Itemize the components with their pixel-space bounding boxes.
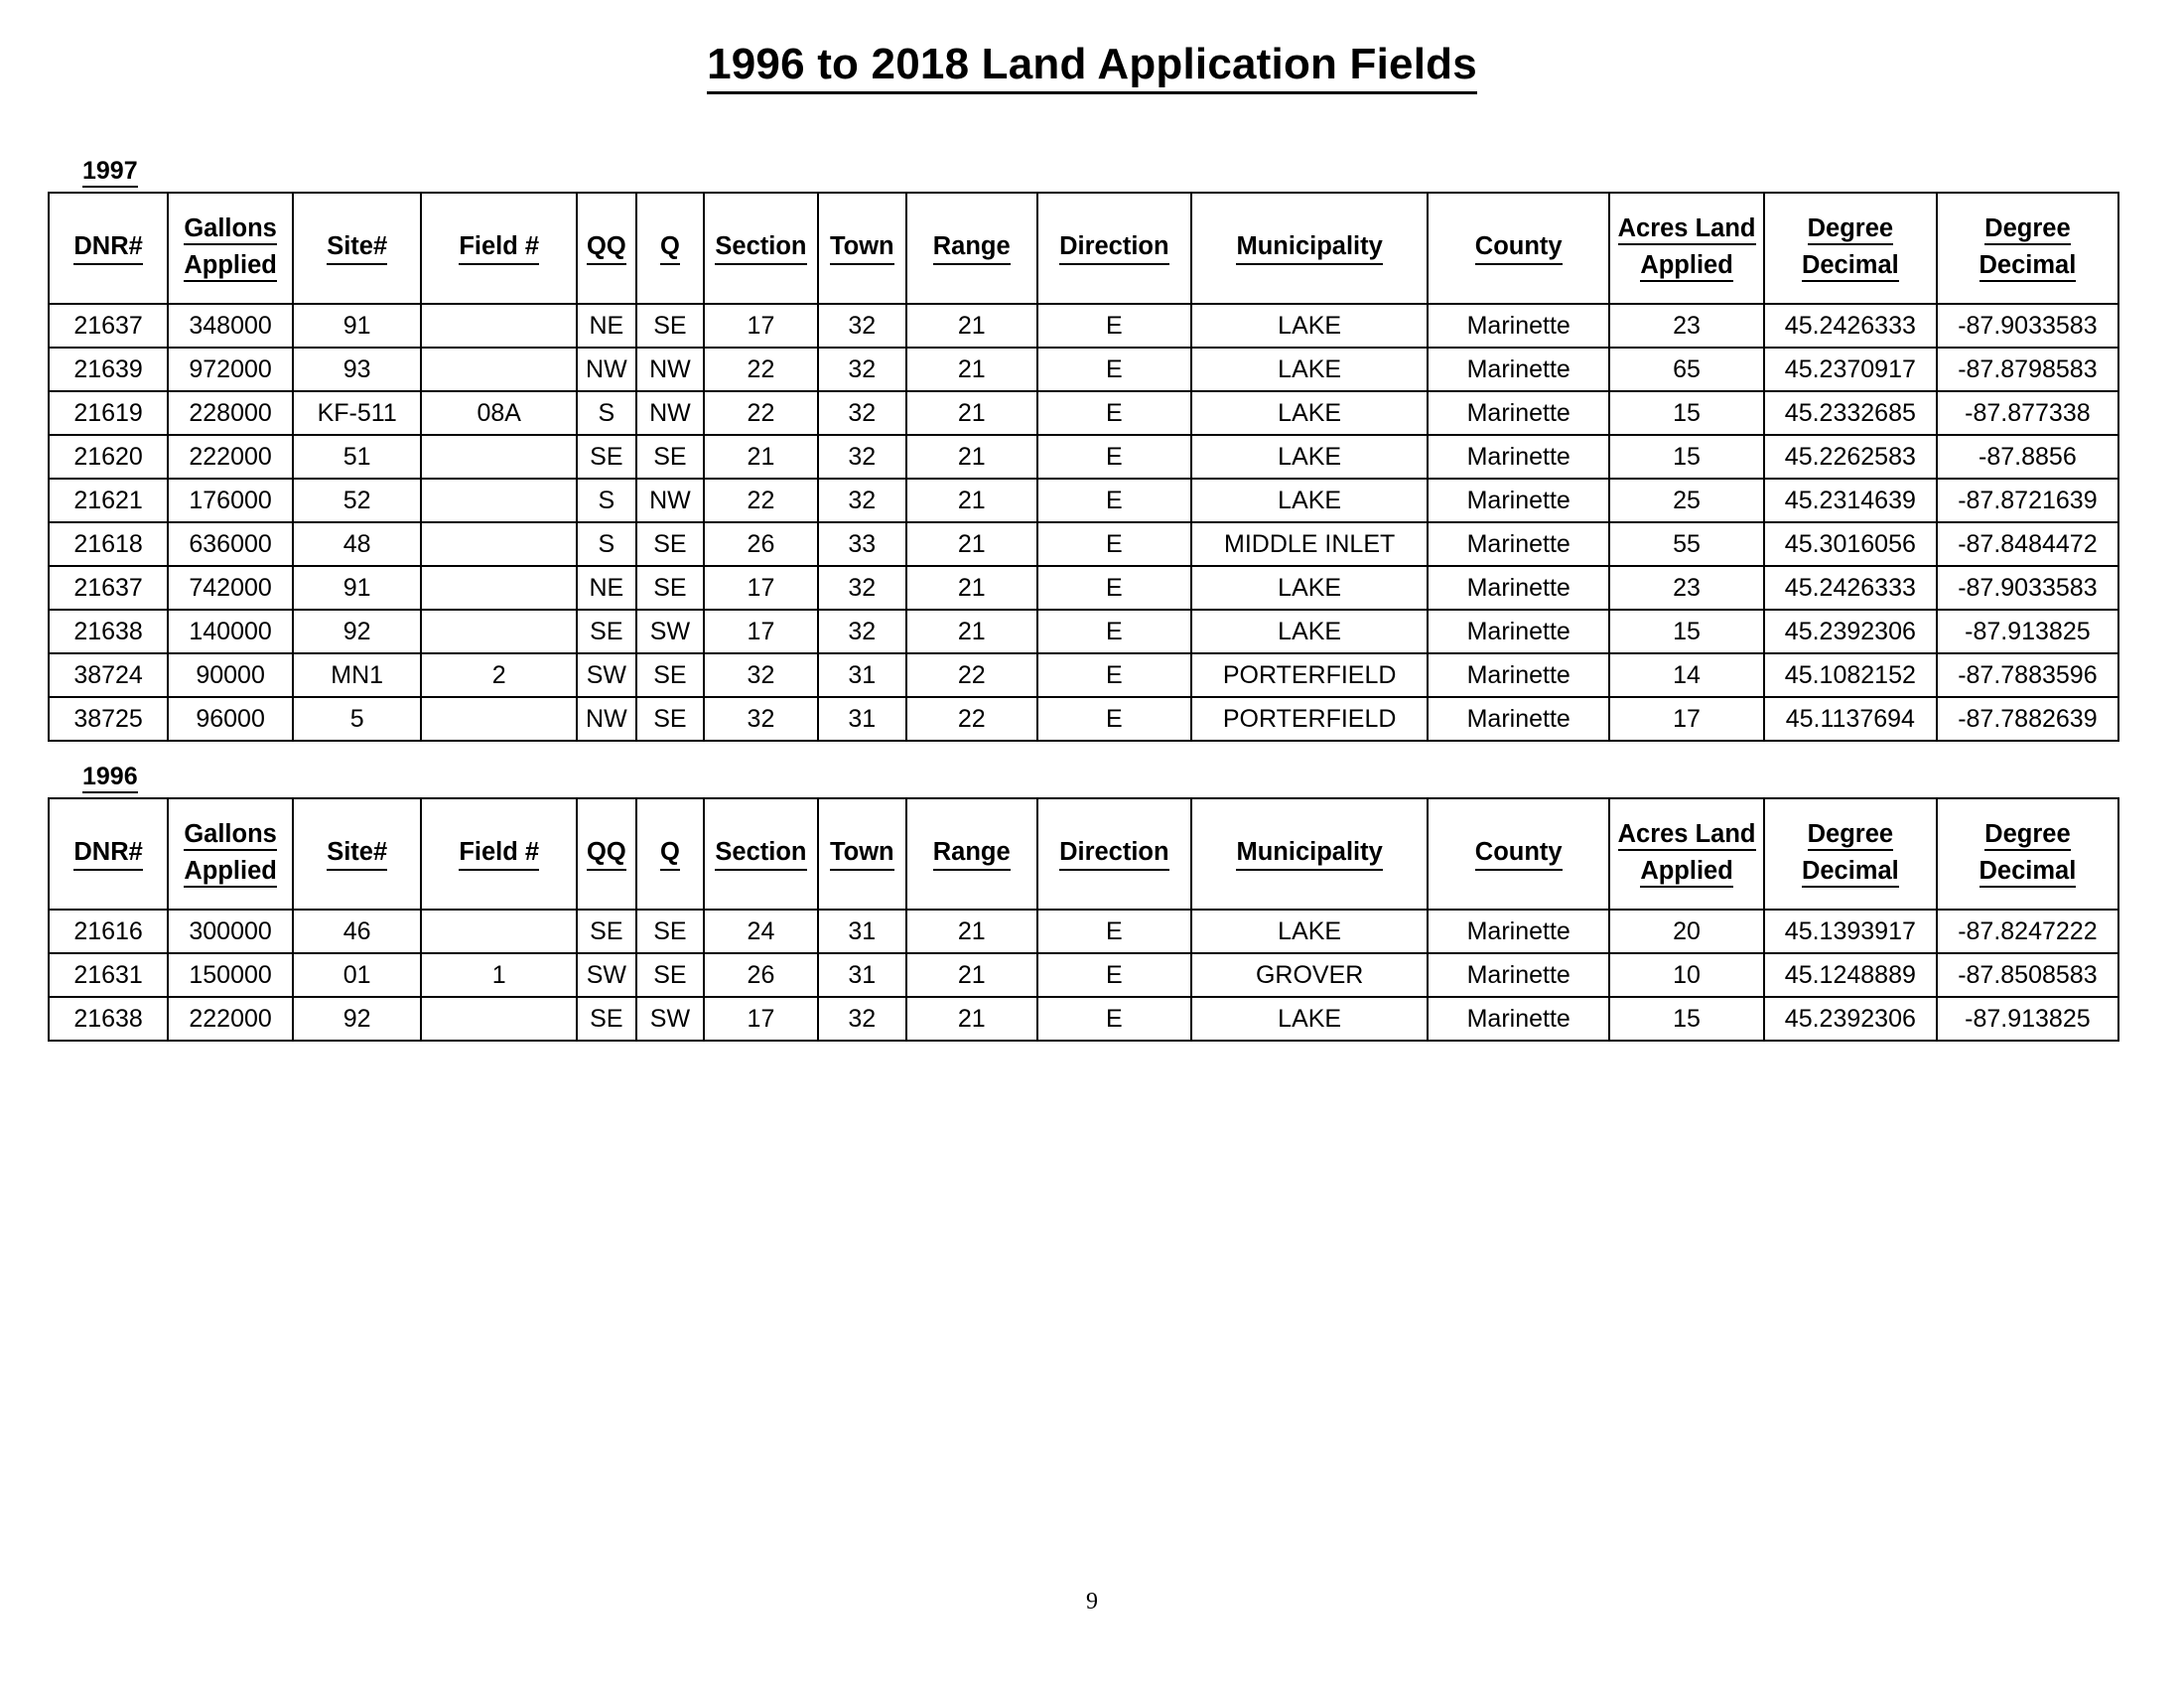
cell-q: SW: [636, 997, 705, 1041]
cell-town: 32: [818, 566, 906, 610]
cell-gallons: 300000: [168, 910, 293, 953]
cell-section: 26: [704, 522, 817, 566]
cell-acres: 55: [1609, 522, 1764, 566]
col-header-direction-label: Direction: [1059, 231, 1169, 266]
cell-field: [421, 348, 577, 391]
land-application-table-1996: [48, 797, 2119, 1042]
cell-dnr: 21621: [49, 479, 168, 522]
cell-site: 48: [293, 522, 421, 566]
cell-county: Marinette: [1428, 953, 1609, 997]
year-label-1996: [82, 763, 138, 791]
cell-dnr: 21618: [49, 522, 168, 566]
cell-lon: -87.8484472: [1937, 522, 2118, 566]
cell-town: 32: [818, 304, 906, 348]
cell-direction: E: [1037, 697, 1192, 741]
cell-site: KF-511: [293, 391, 421, 435]
col-header-town-label: Town: [830, 837, 894, 872]
cell-site: 5: [293, 697, 421, 741]
cell-direction: E: [1037, 566, 1192, 610]
cell-county: Marinette: [1428, 997, 1609, 1041]
cell-qq: SE: [577, 910, 636, 953]
cell-municipality: LAKE: [1191, 910, 1428, 953]
cell-field: [421, 522, 577, 566]
cell-qq: SW: [577, 653, 636, 697]
cell-municipality: LAKE: [1191, 997, 1428, 1041]
land-application-table-1997: [48, 192, 2119, 742]
cell-county: Marinette: [1428, 391, 1609, 435]
cell-lat: 45.2370917: [1764, 348, 1937, 391]
cell-lon: -87.913825: [1937, 610, 2118, 653]
table-row: [49, 348, 2118, 391]
col-header-qq: [577, 798, 636, 910]
cell-acres: 25: [1609, 479, 1764, 522]
cell-dnr: 38724: [49, 653, 168, 697]
cell-site: 92: [293, 997, 421, 1041]
year-label-1996-text: 1996: [82, 763, 138, 793]
col-header-site-label: Site#: [327, 837, 387, 872]
cell-direction: E: [1037, 435, 1192, 479]
cell-county: Marinette: [1428, 348, 1609, 391]
col-header-lat-line1: Degree: [1808, 214, 1893, 245]
cell-field: 1: [421, 953, 577, 997]
col-header-q-label: Q: [660, 231, 680, 266]
col-header-lon-line2: Decimal: [1979, 857, 2077, 888]
cell-q: NW: [636, 391, 705, 435]
cell-range: 21: [906, 391, 1037, 435]
col-header-municipality-label: Municipality: [1236, 231, 1382, 266]
col-header-gallons-applied: [168, 193, 293, 304]
col-header-latitude-degree-decimal: [1764, 798, 1937, 910]
cell-field: [421, 435, 577, 479]
cell-site: 01: [293, 953, 421, 997]
cell-direction: E: [1037, 391, 1192, 435]
cell-qq: SW: [577, 953, 636, 997]
cell-dnr: 21620: [49, 435, 168, 479]
cell-county: Marinette: [1428, 435, 1609, 479]
col-header-qq-label: QQ: [587, 837, 626, 872]
cell-gallons: 742000: [168, 566, 293, 610]
cell-direction: E: [1037, 953, 1192, 997]
cell-lat: 45.2262583: [1764, 435, 1937, 479]
cell-site: 92: [293, 610, 421, 653]
page-number: 9: [1086, 1589, 1098, 1615]
cell-range: 21: [906, 910, 1037, 953]
col-header-gallons-line2: Applied: [184, 857, 277, 888]
cell-q: SE: [636, 653, 705, 697]
cell-dnr: 21631: [49, 953, 168, 997]
table-row: [49, 522, 2118, 566]
cell-county: Marinette: [1428, 610, 1609, 653]
cell-acres: 17: [1609, 697, 1764, 741]
cell-section: 26: [704, 953, 817, 997]
cell-acres: 10: [1609, 953, 1764, 997]
col-header-county: [1428, 798, 1609, 910]
col-header-field-label: Field #: [459, 231, 539, 266]
col-header-town: [818, 798, 906, 910]
cell-acres: 15: [1609, 610, 1764, 653]
cell-section: 17: [704, 997, 817, 1041]
cell-qq: S: [577, 391, 636, 435]
cell-q: SE: [636, 566, 705, 610]
cell-town: 31: [818, 697, 906, 741]
cell-direction: E: [1037, 348, 1192, 391]
cell-lat: 45.2392306: [1764, 610, 1937, 653]
cell-dnr: 21638: [49, 997, 168, 1041]
cell-lat: 45.2426333: [1764, 304, 1937, 348]
col-header-gallons-line2: Applied: [184, 251, 277, 282]
cell-qq: SE: [577, 435, 636, 479]
cell-site: 91: [293, 304, 421, 348]
cell-q: SE: [636, 522, 705, 566]
col-header-range: [906, 193, 1037, 304]
cell-range: 21: [906, 304, 1037, 348]
cell-lon: -87.8721639: [1937, 479, 2118, 522]
cell-qq: NE: [577, 304, 636, 348]
cell-q: SE: [636, 435, 705, 479]
cell-lon: -87.877338: [1937, 391, 2118, 435]
cell-lat: 45.2392306: [1764, 997, 1937, 1041]
cell-gallons: 176000: [168, 479, 293, 522]
col-header-range-label: Range: [933, 837, 1011, 872]
col-header-longitude-degree-decimal: [1937, 193, 2118, 304]
year-label-1997-text: 1997: [82, 157, 138, 188]
cell-county: Marinette: [1428, 304, 1609, 348]
cell-site: 93: [293, 348, 421, 391]
col-header-town-label: Town: [830, 231, 894, 266]
cell-qq: S: [577, 479, 636, 522]
cell-municipality: LAKE: [1191, 566, 1428, 610]
cell-field: 2: [421, 653, 577, 697]
cell-section: 32: [704, 653, 817, 697]
cell-lat: 45.1248889: [1764, 953, 1937, 997]
col-header-lon-line1: Degree: [1984, 820, 2070, 851]
cell-section: 17: [704, 566, 817, 610]
cell-lat: 45.2426333: [1764, 566, 1937, 610]
cell-town: 31: [818, 653, 906, 697]
col-header-lat-line2: Decimal: [1802, 251, 1899, 282]
col-header-acres-line2: Applied: [1640, 251, 1733, 282]
cell-acres: 23: [1609, 304, 1764, 348]
cell-gallons: 222000: [168, 997, 293, 1041]
col-header-section: [704, 193, 817, 304]
cell-lat: 45.2332685: [1764, 391, 1937, 435]
cell-town: 33: [818, 522, 906, 566]
cell-acres: 23: [1609, 566, 1764, 610]
cell-field: [421, 610, 577, 653]
col-header-town: [818, 193, 906, 304]
table-row: [49, 953, 2118, 997]
cell-municipality: LAKE: [1191, 348, 1428, 391]
cell-municipality: PORTERFIELD: [1191, 653, 1428, 697]
cell-acres: 15: [1609, 391, 1764, 435]
col-header-lon-line2: Decimal: [1979, 251, 2077, 282]
cell-municipality: MIDDLE INLET: [1191, 522, 1428, 566]
cell-q: SE: [636, 304, 705, 348]
cell-range: 21: [906, 479, 1037, 522]
cell-dnr: 21616: [49, 910, 168, 953]
table-row: [49, 566, 2118, 610]
cell-acres: 65: [1609, 348, 1764, 391]
cell-direction: E: [1037, 522, 1192, 566]
col-header-acres-line1: Acres Land: [1618, 214, 1756, 245]
table-row: [49, 304, 2118, 348]
cell-section: 32: [704, 697, 817, 741]
cell-lon: -87.7883596: [1937, 653, 2118, 697]
cell-town: 31: [818, 910, 906, 953]
cell-field: [421, 997, 577, 1041]
col-header-longitude-degree-decimal: [1937, 798, 2118, 910]
cell-gallons: 348000: [168, 304, 293, 348]
col-header-gallons-line1: Gallons: [184, 820, 277, 851]
col-header-field: [421, 798, 577, 910]
table-body-1997: [49, 304, 2118, 741]
table-row: [49, 435, 2118, 479]
col-header-dnr-label: DNR#: [73, 231, 142, 266]
col-header-latitude-degree-decimal: [1764, 193, 1937, 304]
cell-lat: 45.1082152: [1764, 653, 1937, 697]
cell-acres: 15: [1609, 997, 1764, 1041]
col-header-lat-line2: Decimal: [1802, 857, 1899, 888]
cell-section: 24: [704, 910, 817, 953]
col-header-acres-line1: Acres Land: [1618, 820, 1756, 851]
table-row: [49, 997, 2118, 1041]
col-header-section: [704, 798, 817, 910]
cell-lon: -87.9033583: [1937, 566, 2118, 610]
col-header-dnr: [49, 798, 168, 910]
table-header-1996: [49, 798, 2118, 910]
cell-lon: -87.7882639: [1937, 697, 2118, 741]
cell-range: 21: [906, 610, 1037, 653]
col-header-q: [636, 193, 705, 304]
cell-municipality: LAKE: [1191, 304, 1428, 348]
cell-municipality: LAKE: [1191, 610, 1428, 653]
col-header-municipality: [1191, 193, 1428, 304]
cell-direction: E: [1037, 610, 1192, 653]
cell-direction: E: [1037, 910, 1192, 953]
cell-acres: 20: [1609, 910, 1764, 953]
cell-acres: 14: [1609, 653, 1764, 697]
cell-dnr: 21638: [49, 610, 168, 653]
cell-site: MN1: [293, 653, 421, 697]
cell-range: 22: [906, 697, 1037, 741]
col-header-county: [1428, 193, 1609, 304]
cell-range: 21: [906, 348, 1037, 391]
cell-qq: NW: [577, 697, 636, 741]
cell-lon: -87.9033583: [1937, 304, 2118, 348]
cell-lat: 45.2314639: [1764, 479, 1937, 522]
cell-section: 17: [704, 304, 817, 348]
col-header-dnr-label: DNR#: [73, 837, 142, 872]
cell-gallons: 228000: [168, 391, 293, 435]
cell-lon: -87.913825: [1937, 997, 2118, 1041]
cell-gallons: 150000: [168, 953, 293, 997]
cell-dnr: 21637: [49, 304, 168, 348]
cell-municipality: PORTERFIELD: [1191, 697, 1428, 741]
cell-site: 46: [293, 910, 421, 953]
cell-range: 21: [906, 435, 1037, 479]
cell-section: 17: [704, 610, 817, 653]
cell-field: [421, 910, 577, 953]
cell-lon: -87.8247222: [1937, 910, 2118, 953]
cell-gallons: 222000: [168, 435, 293, 479]
cell-section: 22: [704, 348, 817, 391]
cell-qq: SE: [577, 610, 636, 653]
col-header-range-label: Range: [933, 231, 1011, 266]
cell-range: 21: [906, 566, 1037, 610]
col-header-site: [293, 193, 421, 304]
cell-range: 22: [906, 653, 1037, 697]
table-section-1996: [48, 763, 2120, 1042]
col-header-lon-line1: Degree: [1984, 214, 2070, 245]
table-row: [49, 391, 2118, 435]
cell-qq: NE: [577, 566, 636, 610]
col-header-gallons-line1: Gallons: [184, 214, 277, 245]
table-header-1997: [49, 193, 2118, 304]
cell-county: Marinette: [1428, 522, 1609, 566]
cell-section: 22: [704, 479, 817, 522]
cell-q: SE: [636, 697, 705, 741]
header-row: [49, 193, 2118, 304]
cell-q: NW: [636, 348, 705, 391]
table-section-1997: [48, 157, 2120, 742]
cell-dnr: 38725: [49, 697, 168, 741]
cell-qq: NW: [577, 348, 636, 391]
cell-dnr: 21639: [49, 348, 168, 391]
cell-q: SE: [636, 910, 705, 953]
cell-county: Marinette: [1428, 653, 1609, 697]
col-header-county-label: County: [1475, 837, 1563, 872]
col-header-municipality-label: Municipality: [1236, 837, 1382, 872]
cell-qq: SE: [577, 997, 636, 1041]
cell-county: Marinette: [1428, 479, 1609, 522]
cell-field: [421, 304, 577, 348]
cell-county: Marinette: [1428, 697, 1609, 741]
cell-lat: 45.3016056: [1764, 522, 1937, 566]
cell-acres: 15: [1609, 435, 1764, 479]
table-body-1996: [49, 910, 2118, 1041]
col-header-q: [636, 798, 705, 910]
cell-gallons: 636000: [168, 522, 293, 566]
col-header-municipality: [1191, 798, 1428, 910]
col-header-county-label: County: [1475, 231, 1563, 266]
cell-qq: S: [577, 522, 636, 566]
col-header-gallons-applied: [168, 798, 293, 910]
cell-county: Marinette: [1428, 910, 1609, 953]
cell-field: [421, 697, 577, 741]
table-row: [49, 479, 2118, 522]
cell-site: 91: [293, 566, 421, 610]
col-header-q-label: Q: [660, 837, 680, 872]
col-header-field-label: Field #: [459, 837, 539, 872]
cell-site: 52: [293, 479, 421, 522]
cell-direction: E: [1037, 304, 1192, 348]
col-header-acres-land-applied: [1609, 798, 1764, 910]
cell-county: Marinette: [1428, 566, 1609, 610]
cell-municipality: LAKE: [1191, 435, 1428, 479]
cell-gallons: 96000: [168, 697, 293, 741]
cell-lat: 45.1137694: [1764, 697, 1937, 741]
cell-lon: -87.8798583: [1937, 348, 2118, 391]
table-row: [49, 910, 2118, 953]
cell-q: SW: [636, 610, 705, 653]
cell-q: SE: [636, 953, 705, 997]
col-header-direction-label: Direction: [1059, 837, 1169, 872]
cell-range: 21: [906, 953, 1037, 997]
cell-town: 31: [818, 953, 906, 997]
cell-q: NW: [636, 479, 705, 522]
col-header-section-label: Section: [715, 231, 806, 266]
cell-field: [421, 479, 577, 522]
table-row: [49, 653, 2118, 697]
col-header-field: [421, 193, 577, 304]
page-title: [0, 0, 2184, 89]
cell-town: 32: [818, 610, 906, 653]
table-row: [49, 697, 2118, 741]
cell-lat: 45.1393917: [1764, 910, 1937, 953]
cell-town: 32: [818, 391, 906, 435]
cell-gallons: 972000: [168, 348, 293, 391]
col-header-dnr: [49, 193, 168, 304]
cell-municipality: LAKE: [1191, 391, 1428, 435]
cell-town: 32: [818, 435, 906, 479]
col-header-lat-line1: Degree: [1808, 820, 1893, 851]
cell-section: 22: [704, 391, 817, 435]
page-title-text: 1996 to 2018 Land Application Fields: [707, 40, 1477, 94]
cell-field: 08A: [421, 391, 577, 435]
cell-town: 32: [818, 997, 906, 1041]
cell-town: 32: [818, 479, 906, 522]
cell-lon: -87.8508583: [1937, 953, 2118, 997]
col-header-acres-land-applied: [1609, 193, 1764, 304]
cell-gallons: 90000: [168, 653, 293, 697]
cell-municipality: LAKE: [1191, 479, 1428, 522]
cell-municipality: GROVER: [1191, 953, 1428, 997]
cell-dnr: 21619: [49, 391, 168, 435]
header-row: [49, 798, 2118, 910]
col-header-range: [906, 798, 1037, 910]
cell-range: 21: [906, 997, 1037, 1041]
col-header-acres-line2: Applied: [1640, 857, 1733, 888]
col-header-section-label: Section: [715, 837, 806, 872]
col-header-direction: [1037, 193, 1192, 304]
table-row: [49, 610, 2118, 653]
cell-town: 32: [818, 348, 906, 391]
col-header-qq: [577, 193, 636, 304]
col-header-qq-label: QQ: [587, 231, 626, 266]
cell-direction: E: [1037, 997, 1192, 1041]
year-label-1997: [82, 157, 138, 186]
cell-field: [421, 566, 577, 610]
col-header-direction: [1037, 798, 1192, 910]
cell-direction: E: [1037, 653, 1192, 697]
cell-dnr: 21637: [49, 566, 168, 610]
col-header-site-label: Site#: [327, 231, 387, 266]
cell-direction: E: [1037, 479, 1192, 522]
cell-range: 21: [906, 522, 1037, 566]
col-header-site: [293, 798, 421, 910]
cell-section: 21: [704, 435, 817, 479]
cell-gallons: 140000: [168, 610, 293, 653]
cell-site: 51: [293, 435, 421, 479]
cell-lon: -87.8856: [1937, 435, 2118, 479]
